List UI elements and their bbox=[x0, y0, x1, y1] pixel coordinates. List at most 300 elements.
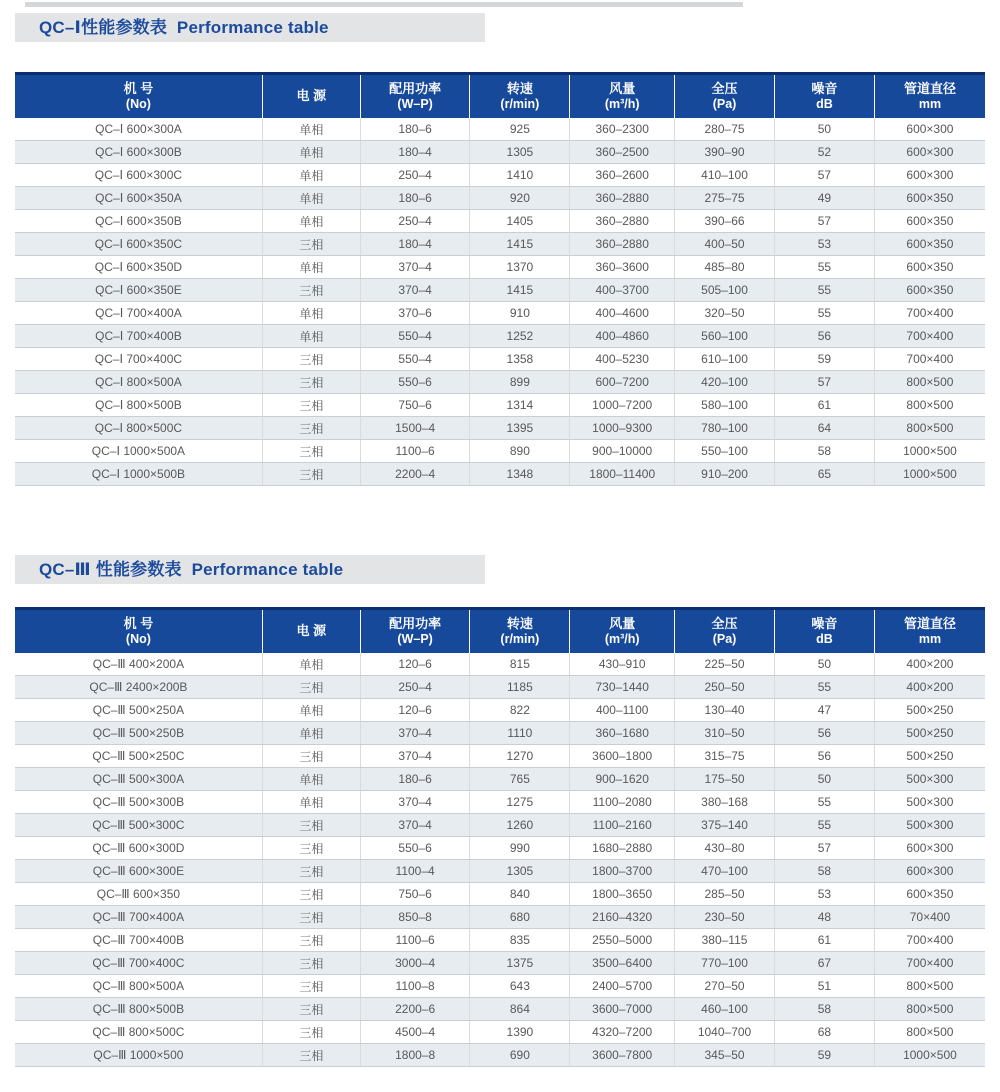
table-cell: 360–2500 bbox=[570, 141, 675, 164]
table-cell: QC–Ⅰ 600×350A bbox=[15, 187, 262, 210]
table-cell: 56 bbox=[774, 722, 874, 745]
table-cell: 三相 bbox=[262, 952, 360, 975]
table-row bbox=[15, 653, 985, 676]
table-cell: 1000×500 bbox=[874, 440, 985, 463]
table-cell: 56 bbox=[774, 745, 874, 768]
table-row bbox=[15, 371, 985, 394]
table-cell: 360–2880 bbox=[570, 210, 675, 233]
table-cell: 280–75 bbox=[675, 118, 775, 141]
table-cell: 单相 bbox=[262, 768, 360, 791]
table-cell: 单相 bbox=[262, 141, 360, 164]
table-cell: QC–Ⅲ 500×300C bbox=[15, 814, 262, 837]
table-cell: 三相 bbox=[262, 463, 360, 486]
table-cell: 3600–7000 bbox=[570, 998, 675, 1021]
table-row bbox=[15, 325, 985, 348]
table-cell: 680 bbox=[470, 906, 570, 929]
table-cell: 690 bbox=[470, 1044, 570, 1067]
table-cell: 70×400 bbox=[874, 906, 985, 929]
table-cell: 864 bbox=[470, 998, 570, 1021]
table-cell: 500×250 bbox=[874, 722, 985, 745]
table-cell: 910–200 bbox=[675, 463, 775, 486]
table-cell: 320–50 bbox=[675, 302, 775, 325]
table-cell: 1370 bbox=[470, 256, 570, 279]
table-cell: 单相 bbox=[262, 302, 360, 325]
table-cell: 65 bbox=[774, 463, 874, 486]
column-header: 机 号 (No) bbox=[15, 74, 262, 119]
table-cell: 1000×500 bbox=[874, 1044, 985, 1067]
table-cell: 1305 bbox=[470, 141, 570, 164]
table-cell: 130–40 bbox=[675, 699, 775, 722]
table-cell: 400–5230 bbox=[570, 348, 675, 371]
table-cell: 50 bbox=[774, 118, 874, 141]
table-cell: 1000×500 bbox=[874, 463, 985, 486]
table-cell: 55 bbox=[774, 279, 874, 302]
table-cell: 175–50 bbox=[675, 768, 775, 791]
table-cell: 53 bbox=[774, 883, 874, 906]
table-cell: QC–Ⅲ 700×400A bbox=[15, 906, 262, 929]
table-cell: 55 bbox=[774, 676, 874, 699]
table-cell: 600×350 bbox=[874, 210, 985, 233]
table-cell: 410–100 bbox=[675, 164, 775, 187]
table-cell: 1000–7200 bbox=[570, 394, 675, 417]
table-cell: 单相 bbox=[262, 653, 360, 676]
table-cell: QC–Ⅰ 800×500A bbox=[15, 371, 262, 394]
table-cell: 600×300 bbox=[874, 141, 985, 164]
table-cell: 120–6 bbox=[360, 653, 470, 676]
table-cell: 505–100 bbox=[675, 279, 775, 302]
table-cell: 55 bbox=[774, 256, 874, 279]
column-header: 配用功率 (W–P) bbox=[360, 609, 470, 654]
table-cell: 700×400 bbox=[874, 952, 985, 975]
table-cell: 48 bbox=[774, 906, 874, 929]
table-row bbox=[15, 883, 985, 906]
table-cell: 56 bbox=[774, 325, 874, 348]
table-cell: 1110 bbox=[470, 722, 570, 745]
table-header-row bbox=[15, 609, 985, 654]
table-row bbox=[15, 791, 985, 814]
table-cell: 360–2600 bbox=[570, 164, 675, 187]
table-row bbox=[15, 187, 985, 210]
table-cell: QC–Ⅰ 1000×500A bbox=[15, 440, 262, 463]
table-row bbox=[15, 302, 985, 325]
table-cell: 单相 bbox=[262, 118, 360, 141]
table-cell: 700×400 bbox=[874, 325, 985, 348]
table-row bbox=[15, 256, 985, 279]
table-row bbox=[15, 233, 985, 256]
table-cell: 三相 bbox=[262, 837, 360, 860]
table-cell: 370–6 bbox=[360, 302, 470, 325]
table-cell: 三相 bbox=[262, 676, 360, 699]
table-row bbox=[15, 768, 985, 791]
table-cell: 1358 bbox=[470, 348, 570, 371]
table-cell: 1500–4 bbox=[360, 417, 470, 440]
table-cell: 400–50 bbox=[675, 233, 775, 256]
table-cell: 900–1620 bbox=[570, 768, 675, 791]
table-cell: 三相 bbox=[262, 394, 360, 417]
table-row bbox=[15, 118, 985, 141]
table-cell: 180–6 bbox=[360, 768, 470, 791]
table-cell: 390–66 bbox=[675, 210, 775, 233]
table-cell: 三相 bbox=[262, 745, 360, 768]
table-cell: 580–100 bbox=[675, 394, 775, 417]
table-cell: 2200–6 bbox=[360, 998, 470, 1021]
table-cell: 59 bbox=[774, 1044, 874, 1067]
table-row bbox=[15, 998, 985, 1021]
table-row bbox=[15, 210, 985, 233]
table-cell: 三相 bbox=[262, 233, 360, 256]
table-cell: QC–Ⅰ 700×400B bbox=[15, 325, 262, 348]
table-cell: 380–168 bbox=[675, 791, 775, 814]
table-cell: 360–1680 bbox=[570, 722, 675, 745]
table-cell: 49 bbox=[774, 187, 874, 210]
table-cell: 120–6 bbox=[360, 699, 470, 722]
table-row bbox=[15, 440, 985, 463]
table-cell: 68 bbox=[774, 1021, 874, 1044]
table-cell: 370–4 bbox=[360, 279, 470, 302]
table-cell: 57 bbox=[774, 837, 874, 860]
table-cell: 180–4 bbox=[360, 141, 470, 164]
table-cell: 1100–2080 bbox=[570, 791, 675, 814]
table-cell: 500×250 bbox=[874, 745, 985, 768]
table-cell: 910 bbox=[470, 302, 570, 325]
table-cell: 55 bbox=[774, 791, 874, 814]
table-cell: 1348 bbox=[470, 463, 570, 486]
table-row bbox=[15, 975, 985, 998]
table-cell: 370–4 bbox=[360, 256, 470, 279]
table-cell: QC–Ⅰ 600×300A bbox=[15, 118, 262, 141]
table-cell: 500×300 bbox=[874, 814, 985, 837]
table-row bbox=[15, 1021, 985, 1044]
table-cell: 700×400 bbox=[874, 929, 985, 952]
table-cell: 单相 bbox=[262, 210, 360, 233]
table-cell: 360–2880 bbox=[570, 187, 675, 210]
table-cell: 1270 bbox=[470, 745, 570, 768]
table-cell: 750–6 bbox=[360, 394, 470, 417]
table-cell: 400–1100 bbox=[570, 699, 675, 722]
table-row bbox=[15, 463, 985, 486]
table-cell: QC–Ⅲ 500×300B bbox=[15, 791, 262, 814]
table-row bbox=[15, 699, 985, 722]
table-cell: 59 bbox=[774, 348, 874, 371]
table-cell: QC–Ⅰ 600×300B bbox=[15, 141, 262, 164]
table-cell: 230–50 bbox=[675, 906, 775, 929]
table-row bbox=[15, 676, 985, 699]
table-cell: QC–Ⅰ 600×350C bbox=[15, 233, 262, 256]
table-cell: 三相 bbox=[262, 883, 360, 906]
table-row bbox=[15, 279, 985, 302]
table-row bbox=[15, 141, 985, 164]
table-cell: 4500–4 bbox=[360, 1021, 470, 1044]
table-cell: 67 bbox=[774, 952, 874, 975]
table-cell: 1100–6 bbox=[360, 929, 470, 952]
table-cell: 275–75 bbox=[675, 187, 775, 210]
table-cell: 990 bbox=[470, 837, 570, 860]
table-cell: QC–Ⅲ 700×400B bbox=[15, 929, 262, 952]
table-cell: 360–2300 bbox=[570, 118, 675, 141]
table-cell: 550–4 bbox=[360, 325, 470, 348]
table-row bbox=[15, 417, 985, 440]
table-cell: 1390 bbox=[470, 1021, 570, 1044]
table-cell: 400–4860 bbox=[570, 325, 675, 348]
table-cell: 1100–4 bbox=[360, 860, 470, 883]
table-cell: 58 bbox=[774, 440, 874, 463]
table-cell: QC–Ⅲ 500×300A bbox=[15, 768, 262, 791]
table-cell: 700×400 bbox=[874, 302, 985, 325]
table-row bbox=[15, 860, 985, 883]
table-cell: 1680–2880 bbox=[570, 837, 675, 860]
table-cell: QC–Ⅲ 2400×200B bbox=[15, 676, 262, 699]
table-cell: 700×400 bbox=[874, 348, 985, 371]
table-cell: 三相 bbox=[262, 906, 360, 929]
table-cell: 61 bbox=[774, 394, 874, 417]
table-cell: 1260 bbox=[470, 814, 570, 837]
table-cell: 899 bbox=[470, 371, 570, 394]
table-cell: 550–6 bbox=[360, 837, 470, 860]
column-header: 转速 (r/min) bbox=[470, 609, 570, 654]
column-header: 全压 (Pa) bbox=[675, 609, 775, 654]
table-cell: 920 bbox=[470, 187, 570, 210]
column-header: 机 号 (No) bbox=[15, 609, 262, 654]
table-cell: 1305 bbox=[470, 860, 570, 883]
table-cell: 1410 bbox=[470, 164, 570, 187]
table-cell: 380–115 bbox=[675, 929, 775, 952]
table-cell: 180–4 bbox=[360, 233, 470, 256]
table-cell: 470–100 bbox=[675, 860, 775, 883]
table-cell: 1100–6 bbox=[360, 440, 470, 463]
table-cell: 1800–3650 bbox=[570, 883, 675, 906]
table-cell: QC–Ⅲ 400×200A bbox=[15, 653, 262, 676]
table-cell: 1040–700 bbox=[675, 1021, 775, 1044]
table-cell: 三相 bbox=[262, 860, 360, 883]
table-cell: 3000–4 bbox=[360, 952, 470, 975]
table-cell: QC–Ⅲ 800×500C bbox=[15, 1021, 262, 1044]
table-cell: 370–4 bbox=[360, 722, 470, 745]
table-cell: 单相 bbox=[262, 325, 360, 348]
table-cell: 1415 bbox=[470, 279, 570, 302]
table-cell: 600×300 bbox=[874, 164, 985, 187]
table-row bbox=[15, 929, 985, 952]
column-header: 转速 (r/min) bbox=[470, 74, 570, 119]
table-cell: QC–Ⅰ 800×500B bbox=[15, 394, 262, 417]
table-cell: QC–Ⅲ 600×300D bbox=[15, 837, 262, 860]
table-cell: 250–4 bbox=[360, 164, 470, 187]
table-row bbox=[15, 906, 985, 929]
table-cell: 三相 bbox=[262, 440, 360, 463]
table-cell: QC–Ⅰ 600×300C bbox=[15, 164, 262, 187]
table-cell: QC–Ⅰ 1000×500B bbox=[15, 463, 262, 486]
table-cell: 单相 bbox=[262, 791, 360, 814]
table-cell: QC–Ⅲ 500×250B bbox=[15, 722, 262, 745]
table-cell: 250–4 bbox=[360, 210, 470, 233]
table-cell: QC–Ⅲ 800×500B bbox=[15, 998, 262, 1021]
table-cell: 58 bbox=[774, 998, 874, 1021]
table-cell: QC–Ⅲ 700×400C bbox=[15, 952, 262, 975]
table-cell: 850–8 bbox=[360, 906, 470, 929]
table-cell: 64 bbox=[774, 417, 874, 440]
column-header: 噪音 dB bbox=[774, 74, 874, 119]
table-row bbox=[15, 837, 985, 860]
table-cell: 单相 bbox=[262, 164, 360, 187]
table2-title: QC–Ⅲ 性能参数表 Performance table bbox=[15, 555, 485, 584]
table-cell: 750–6 bbox=[360, 883, 470, 906]
table-cell: 55 bbox=[774, 302, 874, 325]
table-cell: 1800–3700 bbox=[570, 860, 675, 883]
table-cell: 835 bbox=[470, 929, 570, 952]
table-cell: 500×300 bbox=[874, 791, 985, 814]
table-cell: 三相 bbox=[262, 371, 360, 394]
table-cell: 610–100 bbox=[675, 348, 775, 371]
performance-table-qc1 bbox=[15, 72, 985, 486]
table-cell: 单相 bbox=[262, 699, 360, 722]
table-cell: 430–910 bbox=[570, 653, 675, 676]
table-cell: 三相 bbox=[262, 279, 360, 302]
table-cell: 925 bbox=[470, 118, 570, 141]
column-header: 管道直径 mm bbox=[874, 609, 985, 654]
table-cell: 三相 bbox=[262, 1021, 360, 1044]
table-cell: QC–Ⅰ 600×350B bbox=[15, 210, 262, 233]
table-cell: 900–10000 bbox=[570, 440, 675, 463]
table-cell: QC–Ⅰ 800×500C bbox=[15, 417, 262, 440]
table-cell: 370–4 bbox=[360, 791, 470, 814]
table-cell: QC–Ⅰ 600×350D bbox=[15, 256, 262, 279]
table-row bbox=[15, 952, 985, 975]
column-header: 电 源 bbox=[262, 74, 360, 119]
table-cell: 3600–1800 bbox=[570, 745, 675, 768]
table-cell: 600×300 bbox=[874, 860, 985, 883]
table-cell: 1314 bbox=[470, 394, 570, 417]
table-cell: 550–100 bbox=[675, 440, 775, 463]
table-cell: 50 bbox=[774, 653, 874, 676]
table-cell: 1185 bbox=[470, 676, 570, 699]
table-cell: 1000–9300 bbox=[570, 417, 675, 440]
table-cell: 47 bbox=[774, 699, 874, 722]
table-cell: 2400–5700 bbox=[570, 975, 675, 998]
table-cell: 600–7200 bbox=[570, 371, 675, 394]
column-header: 风量 (m³/h) bbox=[570, 609, 675, 654]
table-cell: 1395 bbox=[470, 417, 570, 440]
table-row bbox=[15, 164, 985, 187]
table-cell: 400×200 bbox=[874, 676, 985, 699]
table-cell: 250–50 bbox=[675, 676, 775, 699]
table-cell: 1415 bbox=[470, 233, 570, 256]
table-cell: 375–140 bbox=[675, 814, 775, 837]
table-cell: 815 bbox=[470, 653, 570, 676]
table-cell: 390–90 bbox=[675, 141, 775, 164]
table-cell: 780–100 bbox=[675, 417, 775, 440]
table-cell: 315–75 bbox=[675, 745, 775, 768]
table-cell: 1275 bbox=[470, 791, 570, 814]
table-cell: 600×350 bbox=[874, 256, 985, 279]
table-cell: 1375 bbox=[470, 952, 570, 975]
table-cell: 500×250 bbox=[874, 699, 985, 722]
table-cell: 800×500 bbox=[874, 998, 985, 1021]
column-header: 全压 (Pa) bbox=[675, 74, 775, 119]
table-cell: 1800–11400 bbox=[570, 463, 675, 486]
table-cell: 643 bbox=[470, 975, 570, 998]
table-cell: 1100–2160 bbox=[570, 814, 675, 837]
table-cell: 3600–7800 bbox=[570, 1044, 675, 1067]
column-header: 管道直径 mm bbox=[874, 74, 985, 119]
table-cell: 单相 bbox=[262, 256, 360, 279]
table-cell: QC–Ⅲ 500×250A bbox=[15, 699, 262, 722]
table-cell: 1800–8 bbox=[360, 1044, 470, 1067]
table-cell: 800×500 bbox=[874, 417, 985, 440]
table-cell: 285–50 bbox=[675, 883, 775, 906]
table-cell: 890 bbox=[470, 440, 570, 463]
table-cell: 370–4 bbox=[360, 745, 470, 768]
table-cell: 58 bbox=[774, 860, 874, 883]
table-header-row bbox=[15, 74, 985, 119]
table-cell: 4320–7200 bbox=[570, 1021, 675, 1044]
table-cell: 57 bbox=[774, 371, 874, 394]
table-cell: 550–6 bbox=[360, 371, 470, 394]
table-cell: QC–Ⅰ 600×350E bbox=[15, 279, 262, 302]
table-cell: QC–Ⅲ 500×250C bbox=[15, 745, 262, 768]
table-cell: 三相 bbox=[262, 1044, 360, 1067]
table-cell: 460–100 bbox=[675, 998, 775, 1021]
table-cell: 1100–8 bbox=[360, 975, 470, 998]
table-cell: 822 bbox=[470, 699, 570, 722]
table-cell: 600×300 bbox=[874, 118, 985, 141]
table-cell: 770–100 bbox=[675, 952, 775, 975]
table-cell: 三相 bbox=[262, 814, 360, 837]
table-cell: 560–100 bbox=[675, 325, 775, 348]
table-cell: 420–100 bbox=[675, 371, 775, 394]
table-cell: 225–50 bbox=[675, 653, 775, 676]
table-cell: QC–Ⅰ 700×400A bbox=[15, 302, 262, 325]
column-header: 配用功率 (W–P) bbox=[360, 74, 470, 119]
table-cell: 2550–5000 bbox=[570, 929, 675, 952]
table-cell: 53 bbox=[774, 233, 874, 256]
table-cell: 三相 bbox=[262, 348, 360, 371]
table-cell: QC–Ⅲ 1000×500 bbox=[15, 1044, 262, 1067]
table-cell: 单相 bbox=[262, 187, 360, 210]
table-cell: 800×500 bbox=[874, 371, 985, 394]
table-cell: QC–Ⅰ 700×400C bbox=[15, 348, 262, 371]
table-cell: 50 bbox=[774, 768, 874, 791]
table-cell: 三相 bbox=[262, 975, 360, 998]
table-cell: 600×350 bbox=[874, 233, 985, 256]
table-cell: 550–4 bbox=[360, 348, 470, 371]
table-cell: 2200–4 bbox=[360, 463, 470, 486]
table-cell: 57 bbox=[774, 210, 874, 233]
table-cell: 370–4 bbox=[360, 814, 470, 837]
table-row bbox=[15, 814, 985, 837]
table-cell: 840 bbox=[470, 883, 570, 906]
table-cell: 400×200 bbox=[874, 653, 985, 676]
table-row bbox=[15, 1044, 985, 1067]
table-cell: 485–80 bbox=[675, 256, 775, 279]
table1-title: QC–Ⅰ性能参数表 Performance table bbox=[15, 13, 485, 42]
table-cell: 600×350 bbox=[874, 883, 985, 906]
table-cell: 57 bbox=[774, 164, 874, 187]
table-cell: 430–80 bbox=[675, 837, 775, 860]
table-cell: 52 bbox=[774, 141, 874, 164]
table-cell: 600×350 bbox=[874, 279, 985, 302]
table-row bbox=[15, 348, 985, 371]
table-cell: 500×300 bbox=[874, 768, 985, 791]
table-cell: 600×350 bbox=[874, 187, 985, 210]
table-cell: 180–6 bbox=[360, 118, 470, 141]
table-cell: 270–50 bbox=[675, 975, 775, 998]
table-row bbox=[15, 394, 985, 417]
table-row bbox=[15, 722, 985, 745]
table-row bbox=[15, 745, 985, 768]
table-cell: 3500–6400 bbox=[570, 952, 675, 975]
table-cell: QC–Ⅲ 800×500A bbox=[15, 975, 262, 998]
table-cell: 800×500 bbox=[874, 1021, 985, 1044]
table-cell: 三相 bbox=[262, 417, 360, 440]
